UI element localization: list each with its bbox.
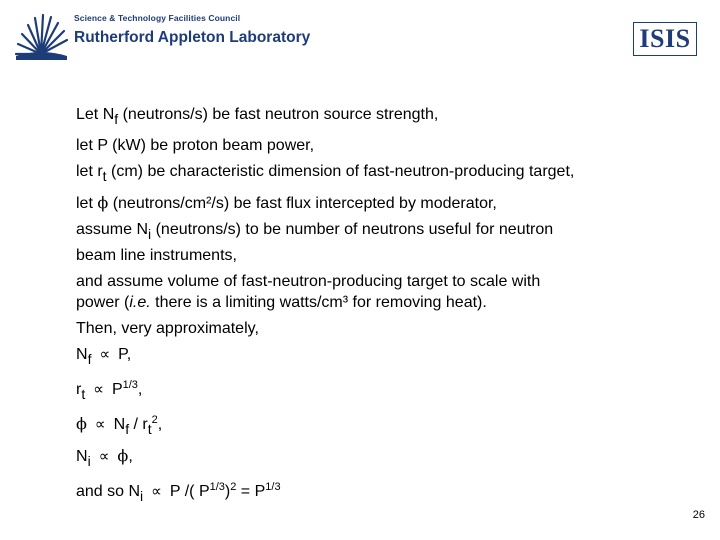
subscript: i (148, 226, 152, 242)
phi-symbol: ϕ (97, 193, 109, 212)
definition-nf (76, 104, 676, 130)
superscript: 2 (151, 414, 158, 426)
sunburst-logo-icon (14, 10, 68, 60)
text: N (76, 448, 88, 465)
equation-rt (76, 375, 676, 405)
then-line: Then, very approximately, (76, 320, 259, 337)
text: let (76, 195, 98, 212)
text: P, (118, 346, 132, 363)
subscript: i (87, 453, 91, 469)
header-text (74, 12, 310, 49)
page-number: 26 (692, 509, 705, 521)
subscript: t (147, 421, 152, 437)
subscript: f (114, 111, 119, 127)
text: ) (224, 483, 231, 500)
italic-text: i.e. (129, 294, 151, 311)
text-line (76, 292, 676, 313)
equation-phi (76, 410, 676, 440)
text: P /( P (169, 483, 210, 500)
definition-phi (76, 192, 676, 214)
equation-ni (76, 445, 676, 472)
subscript: f (125, 421, 130, 437)
superscript: 2 (230, 481, 237, 493)
phi-symbol: ϕ (117, 446, 129, 465)
text: power ( (76, 294, 130, 311)
proportional-icon: ∝ (99, 345, 111, 363)
text-line (76, 219, 676, 245)
text: (cm) be characteristic dimension of fast-neutron-producing target, (106, 163, 575, 180)
text: , (157, 416, 163, 433)
subscript: t (81, 386, 86, 402)
superscript: 1/3 (265, 481, 281, 493)
text: (neutrons/s) be fast neutron source strength, (118, 106, 439, 123)
definition-p: let P (kW) be proton beam power, (76, 137, 315, 154)
superscript: 1/3 (122, 379, 138, 391)
subscript: t (102, 168, 107, 184)
equation-nf (76, 344, 676, 370)
text: (neutrons/s) to be number of neutrons useful for neutron (151, 221, 554, 238)
subscript: i (140, 488, 144, 504)
text-line: and assume volume of fast-neutron-producing target to scale with (76, 273, 541, 290)
council-name: Science & Technology Facilities Council (74, 13, 241, 23)
proportional-icon: ∝ (98, 447, 110, 465)
phi-symbol: ϕ (76, 414, 87, 433)
definition-rt (76, 161, 676, 187)
text: / r (129, 416, 148, 433)
text: r (76, 381, 82, 398)
text: let r (76, 163, 103, 180)
text: = P (236, 483, 266, 500)
superscript: 1/3 (209, 481, 225, 493)
text: assume N (76, 221, 149, 238)
text: , (137, 381, 143, 398)
definition-ni (76, 219, 676, 266)
proportional-icon: ∝ (151, 482, 162, 500)
text: Let N (76, 106, 115, 123)
text: N (76, 346, 88, 363)
equation-conclusion (76, 477, 676, 507)
text: and so N (76, 483, 141, 500)
text: there is a limiting watts/cm³ for removing heat). (150, 294, 487, 311)
text: P (111, 381, 123, 398)
text: N (113, 416, 126, 433)
proportional-icon: ∝ (93, 380, 104, 398)
text: , (128, 448, 133, 465)
assumption-volume (76, 271, 676, 313)
proportional-icon: ∝ (94, 415, 106, 433)
slide-content (76, 104, 676, 512)
isis-logo: ISIS (633, 22, 697, 56)
lab-name: Rutherford Appleton Laboratory (74, 29, 311, 46)
text: (neutrons/cm²/s) be fast flux intercepted by moderator, (108, 195, 497, 212)
subscript: f (87, 351, 92, 367)
text-line: beam line instruments, (76, 247, 237, 264)
